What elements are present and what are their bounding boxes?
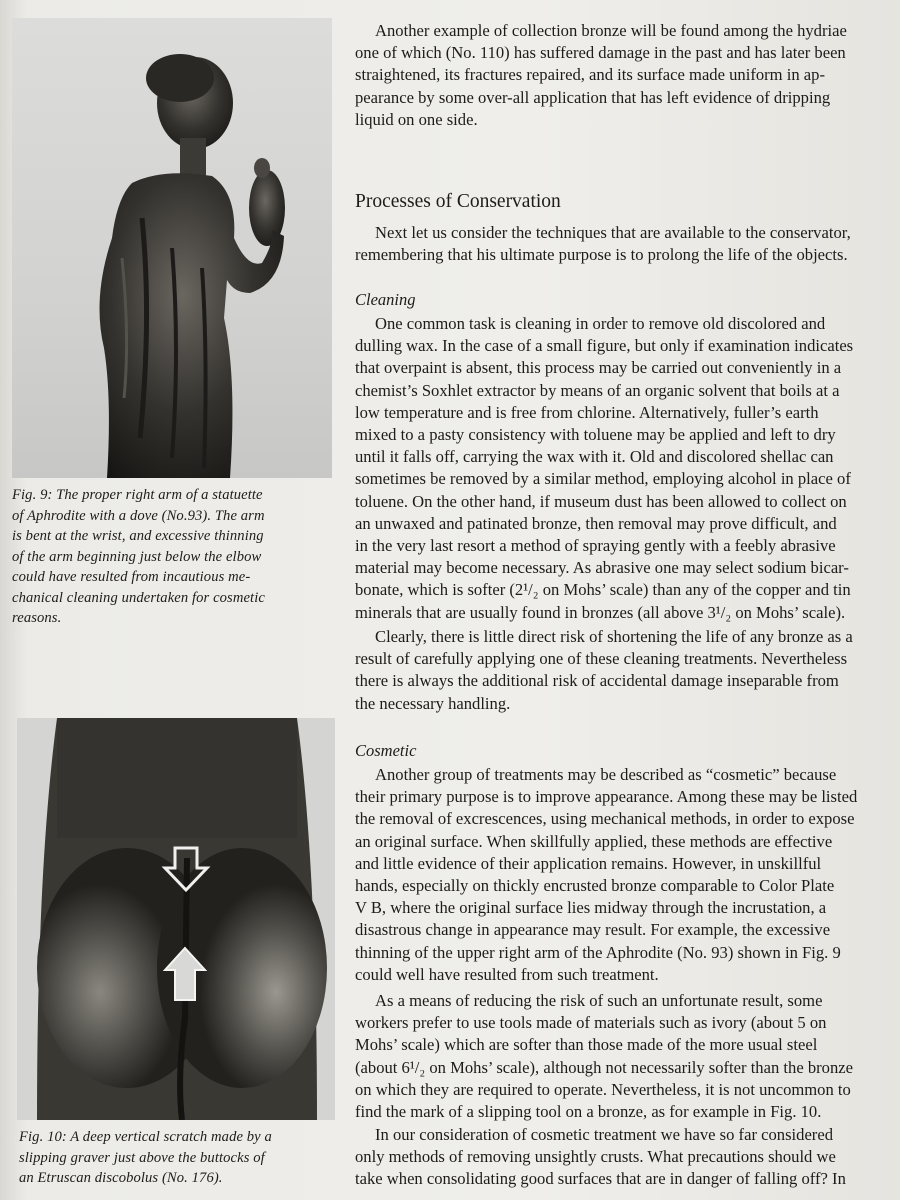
body-line: pearance by some over-all application that has left evidence of dripping bbox=[355, 87, 831, 107]
fig9-caption bbox=[12, 485, 334, 629]
fig9-statuette-photo bbox=[12, 18, 332, 478]
section-title: Processes of Conservation bbox=[355, 191, 561, 212]
intro-paragraph bbox=[355, 20, 900, 131]
body-line: Clearly, there is little direct risk of shortening the life of any bronze as a bbox=[375, 627, 853, 646]
cosmetic-paragraph-2 bbox=[355, 990, 900, 1123]
body-line: sometimes be removed by a similar method, employing alcohol in place of bbox=[355, 469, 851, 489]
body-line: Another group of treatments may be described as “cosmetic” because bbox=[375, 765, 837, 784]
body-line: material may become necessary. As abrasive one may select sodium bicar- bbox=[355, 558, 849, 578]
body-line: result of carefully applying one of these cleaning treatments. Nevertheless bbox=[355, 649, 848, 669]
body-line: low temperature and is free from chlorine. Alternatively, fuller’s earth bbox=[355, 402, 819, 422]
body-line: chemist’s Soxhlet extractor by means of an organic solvent that boils at a bbox=[355, 380, 840, 400]
body-line: dulling wax. In the case of a small figure, but only if examination indicates bbox=[355, 336, 854, 356]
aphrodite-statuette-image bbox=[12, 18, 332, 478]
body-line: As a means of reducing the risk of such an unfortunate result, some bbox=[375, 991, 823, 1010]
cleaning-paragraph-2 bbox=[355, 626, 900, 715]
body-line: workers prefer to use tools made of materials such as ivory (about 5 on bbox=[355, 1013, 827, 1033]
body-line: (about 6¹/₂ on Mohs’ scale), although not necessarily softer than the bronze bbox=[355, 1057, 853, 1077]
body-line: only methods of removing unsightly crusts. What precautions should we bbox=[355, 1147, 836, 1167]
body-line: straightened, its fractures repaired, and its surface made uniform in ap- bbox=[355, 65, 825, 85]
body-line: take when consolidating good surfaces that are in danger of falling off? In bbox=[355, 1169, 846, 1189]
body-line: toluene. On the other hand, if museum dust has been allowed to collect on bbox=[355, 491, 847, 511]
body-line: bonate, which is softer (2¹/₂ on Mohs’ scale) than any of the copper and tin bbox=[355, 580, 851, 600]
section-intro bbox=[355, 222, 900, 266]
body-line: mixed to a pasty consistency with toluene may be applied and left to dry bbox=[355, 425, 836, 445]
body-line: an unwaxed and patinated bronze, then removal may prove difficult, and bbox=[355, 513, 837, 533]
body-line: until it falls off, carrying the wax with it. Old and discolored shellac can bbox=[355, 447, 834, 467]
body-line: the necessary handling. bbox=[355, 693, 511, 713]
fig9-caption-line: chanical cleaning undertaken for cosmetic bbox=[12, 589, 265, 606]
cleaning-heading: Cleaning bbox=[355, 290, 416, 309]
body-line: hands, especially on thickly encrusted bronze comparable to Color Plate bbox=[355, 876, 835, 896]
fig10-caption-line: Fig. 10: A deep vertical scratch made by a bbox=[19, 1129, 272, 1145]
fig10-discobolus-photo bbox=[17, 718, 335, 1120]
fig10-caption bbox=[19, 1127, 337, 1189]
fig9-caption-line: reasons. bbox=[12, 610, 62, 626]
fig9-caption-line: is bent at the wrist, and excessive thinning bbox=[12, 528, 264, 544]
body-line: thinning of the upper right arm of the Aphrodite (No. 93) shown in Fig. 9 bbox=[355, 942, 841, 962]
body-line: the removal of excrescences, using mechanical methods, in order to expose bbox=[355, 809, 855, 829]
body-line: find the mark of a slipping tool on a bronze, as for example in Fig. 10. bbox=[355, 1102, 822, 1122]
cosmetic-paragraph-3 bbox=[355, 1124, 900, 1191]
body-line: Mohs’ scale) which are softer than those made of the more usual steel bbox=[355, 1035, 818, 1055]
body-line: on which they are required to operate. Nevertheless, it is not uncommon to bbox=[355, 1079, 851, 1099]
cosmetic-heading: Cosmetic bbox=[355, 741, 417, 760]
body-line: could well have resulted from such treatment. bbox=[355, 964, 659, 984]
fig9-caption-line: could have resulted from incautious me- bbox=[12, 569, 251, 585]
body-line: that overpaint is absent, this process may be carried out conveniently in a bbox=[355, 358, 842, 378]
body-line: One common task is cleaning in order to remove old discolored and bbox=[375, 314, 826, 333]
cleaning-paragraph-1 bbox=[355, 313, 900, 624]
body-line: Next let us consider the techniques that are available to the conservator, bbox=[375, 223, 851, 242]
body-line: an original surface. When skillfully applied, these methods are effective bbox=[355, 831, 833, 851]
discobolus-torso-image bbox=[17, 718, 335, 1120]
fig10-caption-line: slipping graver just above the buttocks of bbox=[19, 1149, 265, 1166]
fig9-caption-line: of Aphrodite with a dove (No.93). The arm bbox=[12, 507, 265, 524]
body-line: V B, where the original surface lies midway through the incrustation, a bbox=[355, 898, 827, 918]
body-line: in the very last resort a method of spraying gently with a feebly abrasive bbox=[355, 536, 836, 556]
body-line: and little evidence of their application remains. However, in unskillful bbox=[355, 853, 822, 873]
body-line: disastrous change in appearance may result. For example, the excessive bbox=[355, 920, 831, 940]
body-line: there is always the additional risk of accidental damage inseparable from bbox=[355, 671, 839, 691]
body-line: remembering that his ultimate purpose is to prolong the life of the objects. bbox=[355, 245, 848, 265]
body-line: minerals that are usually found in bronzes (all above 3¹/₂ on Mohs’ scale). bbox=[355, 602, 846, 622]
body-line: liquid on one side. bbox=[355, 109, 478, 129]
body-line: Another example of collection bronze will be found among the hydriae bbox=[375, 21, 847, 40]
body-line: In our consideration of cosmetic treatment we have so far considered bbox=[375, 1125, 833, 1144]
cosmetic-paragraph-1 bbox=[355, 764, 900, 986]
body-line: one of which (No. 110) has suffered damage in the past and has later been bbox=[355, 43, 846, 63]
fig9-caption-line: Fig. 9: The proper right arm of a statuette bbox=[12, 487, 263, 503]
fig9-caption-line: of the arm beginning just below the elbow bbox=[12, 548, 262, 565]
body-line: their primary purpose is to improve appearance. Among these may be listed bbox=[355, 787, 858, 807]
fig10-caption-line: an Etruscan discobolus (No. 176). bbox=[19, 1170, 223, 1186]
